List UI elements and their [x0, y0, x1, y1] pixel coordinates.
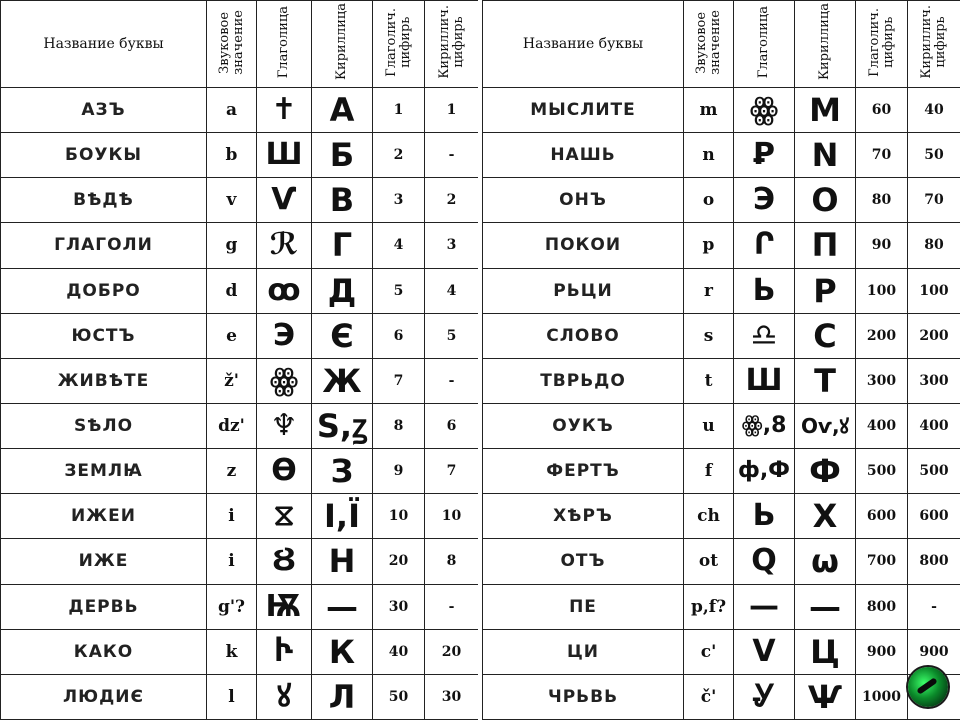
cyrillic-numeral: 8 [425, 539, 479, 584]
cyrillic-numeral: 50 [908, 133, 960, 178]
letter-name: ВѢДѢ [1, 178, 207, 223]
header-row [1, 1, 479, 88]
cyrillic-glyph: П [795, 223, 856, 268]
letter-name: ГЛАГОЛИ [1, 223, 207, 268]
letter-name: ОТЪ [483, 539, 684, 584]
glagolitic-glyph: ꙮ [257, 358, 312, 403]
glagolitic-glyph: ⧖ [257, 494, 312, 539]
letter-name: ЖИВѢТЕ [1, 358, 207, 403]
glagolitic-glyph: Ш [257, 133, 312, 178]
sound-value: c' [684, 629, 734, 674]
letter-name: ХѢРЪ [483, 494, 684, 539]
letter-name: СЛОВО [483, 313, 684, 358]
table-row [483, 449, 960, 494]
glagolitic-glyph: ♎ [734, 313, 795, 358]
glagolitic-glyph: Ȣ [257, 539, 312, 584]
sound-value: o [684, 178, 734, 223]
header-glagolitic-numeral: Глаголич. цифирь [373, 1, 425, 88]
glagolitic-glyph: Q [734, 539, 795, 584]
sound-value: i [207, 539, 257, 584]
cyrillic-glyph: Ѱ [795, 674, 856, 719]
sound-value: ot [684, 539, 734, 584]
header-cyrillic-numeral: Кириллич. цифирь [908, 1, 960, 88]
glagolitic-numeral: 80 [856, 178, 908, 223]
table-row [483, 539, 960, 584]
table-row [1, 449, 479, 494]
glagolitic-glyph: Ь [734, 494, 795, 539]
cyrillic-glyph: К [312, 629, 373, 674]
letter-name: НАШЬ [483, 133, 684, 178]
letter-name: ТВРЬДО [483, 358, 684, 403]
cyrillic-numeral: 4 [425, 268, 479, 313]
glagolitic-glyph: Ⴡ [257, 629, 312, 674]
glagolitic-glyph: — [734, 584, 795, 629]
table-row [483, 358, 960, 403]
table-row [483, 133, 960, 178]
table-row [1, 539, 479, 584]
cyrillic-glyph: З [312, 449, 373, 494]
alphabet-table-left [0, 0, 479, 720]
glagolitic-glyph: Ш [734, 358, 795, 403]
cyrillic-glyph: — [312, 584, 373, 629]
header-sound-value: Звуковое значение [207, 1, 257, 88]
table-row [483, 494, 960, 539]
sound-value: k [207, 629, 257, 674]
letter-name: ФЕРТЪ [483, 449, 684, 494]
glagolitic-numeral: 900 [856, 629, 908, 674]
cyrillic-numeral: - [425, 584, 479, 629]
sound-value: t [684, 358, 734, 403]
table-row [1, 629, 479, 674]
sound-value: e [207, 313, 257, 358]
table-row [1, 223, 479, 268]
alphabet-table-right [482, 0, 960, 720]
glagolitic-glyph: Э [257, 313, 312, 358]
cyrillic-numeral: 10 [425, 494, 479, 539]
glagolitic-numeral: 90 [856, 223, 908, 268]
glagolitic-numeral: 10 [373, 494, 425, 539]
cyrillic-glyph: Л [312, 674, 373, 719]
header-row [483, 1, 960, 88]
letter-name: ЛЮДИЄ [1, 674, 207, 719]
glagolitic-glyph: ф,Ф [734, 449, 795, 494]
glagolitic-glyph: Ր [734, 223, 795, 268]
table-row [1, 403, 479, 448]
cyrillic-numeral: 900 [908, 629, 960, 674]
letter-name: ЗЕМЛꙖ [1, 449, 207, 494]
cyrillic-numeral: 800 [908, 539, 960, 584]
glagolitic-glyph: Ѵ [257, 178, 312, 223]
sound-value: g [207, 223, 257, 268]
sound-value: ž' [207, 358, 257, 403]
cyrillic-numeral: 300 [908, 358, 960, 403]
glagolitic-numeral: 400 [856, 403, 908, 448]
glagolitic-numeral: 1 [373, 88, 425, 133]
cyrillic-glyph: Д [312, 268, 373, 313]
glagolitic-glyph: ꙮ,8 [734, 403, 795, 448]
cyrillic-numeral: 7 [425, 449, 479, 494]
glagolitic-glyph: Ꮍ [734, 674, 795, 719]
table-row [1, 494, 479, 539]
sound-value: l [207, 674, 257, 719]
glagolitic-numeral: 5 [373, 268, 425, 313]
glagolitic-numeral: 600 [856, 494, 908, 539]
cyrillic-numeral: 1 [425, 88, 479, 133]
letter-name: АЗЪ [1, 88, 207, 133]
table-row [483, 88, 960, 133]
cyrillic-glyph: Оѵ,ꙋ [795, 403, 856, 448]
glagolitic-numeral: 8 [373, 403, 425, 448]
cyrillic-glyph: N [795, 133, 856, 178]
glagolitic-glyph: ꝏ [257, 268, 312, 313]
header-glagolitic-numeral: Глаголич. цифирь [856, 1, 908, 88]
glagolitic-numeral: 30 [373, 584, 425, 629]
table-row [483, 674, 960, 719]
table-row [483, 268, 960, 313]
cyrillic-glyph: Б [312, 133, 373, 178]
letter-name: ДЕРВЬ [1, 584, 207, 629]
cyrillic-numeral: 600 [908, 494, 960, 539]
header-sound-value: Звуковое значение [684, 1, 734, 88]
table-row [483, 584, 960, 629]
glagolitic-numeral: 3 [373, 178, 425, 223]
glagolitic-numeral: 40 [373, 629, 425, 674]
cyrillic-glyph: А [312, 88, 373, 133]
table-row [483, 313, 960, 358]
table-row [1, 358, 479, 403]
cyrillic-glyph: Ѕ,ꙁ [312, 403, 373, 448]
sound-value: v [207, 178, 257, 223]
cyrillic-numeral: 500 [908, 449, 960, 494]
cyrillic-glyph: Р [795, 268, 856, 313]
table-row [1, 313, 479, 358]
cyrillic-numeral: 70 [908, 178, 960, 223]
cyrillic-numeral: 40 [908, 88, 960, 133]
cyrillic-numeral: 80 [908, 223, 960, 268]
glagolitic-glyph: Ѭ [257, 584, 312, 629]
cyrillic-glyph: Є [312, 313, 373, 358]
letter-name: ОУКЪ [483, 403, 684, 448]
glagolitic-numeral: 300 [856, 358, 908, 403]
cyrillic-glyph: В [312, 178, 373, 223]
letter-name: БОУКЫ [1, 133, 207, 178]
letter-name: РЬЦИ [483, 268, 684, 313]
glagolitic-numeral: 7 [373, 358, 425, 403]
glagolitic-numeral: 50 [373, 674, 425, 719]
cyrillic-glyph: — [795, 584, 856, 629]
sound-value: ch [684, 494, 734, 539]
glagolitic-glyph: ꙋ [257, 674, 312, 719]
glagolitic-glyph: Ь [734, 268, 795, 313]
sound-value: b [207, 133, 257, 178]
sound-value: r [684, 268, 734, 313]
glagolitic-glyph: ꙮ [734, 88, 795, 133]
cyrillic-numeral: 100 [908, 268, 960, 313]
cyrillic-glyph: М [795, 88, 856, 133]
cyrillic-glyph: Ж [312, 358, 373, 403]
glagolitic-glyph: Ѳ [257, 449, 312, 494]
glagolitic-numeral: 60 [856, 88, 908, 133]
letter-name: ЧРЬВЬ [483, 674, 684, 719]
cyrillic-glyph: І,Ї [312, 494, 373, 539]
cyrillic-glyph: Н [312, 539, 373, 584]
cyrillic-numeral: 5 [425, 313, 479, 358]
cyrillic-numeral: 400 [908, 403, 960, 448]
cyrillic-glyph: Ф [795, 449, 856, 494]
glagolitic-numeral: 500 [856, 449, 908, 494]
letter-name: ОНЪ [483, 178, 684, 223]
header-letter-name: Название буквы [1, 1, 207, 88]
header-cyrillic: Кириллица [795, 1, 856, 88]
cyrillic-numeral: - [908, 584, 960, 629]
sound-value: f [684, 449, 734, 494]
letter-name: ПОКОИ [483, 223, 684, 268]
letter-name: ИЖЕИ [1, 494, 207, 539]
sound-value: p,f? [684, 584, 734, 629]
letter-name: ДОБРО [1, 268, 207, 313]
glagolitic-glyph: ♆ [257, 403, 312, 448]
sound-value: č' [684, 674, 734, 719]
glagolitic-glyph: Ꝑ [734, 133, 795, 178]
cyrillic-numeral: 200 [908, 313, 960, 358]
letter-name: КАКО [1, 629, 207, 674]
glagolitic-numeral: 1000 [856, 674, 908, 719]
sound-value: n [684, 133, 734, 178]
table-row [1, 133, 479, 178]
glagolitic-numeral: 200 [856, 313, 908, 358]
cyrillic-glyph: С [795, 313, 856, 358]
header-cyrillic: Кириллица [312, 1, 373, 88]
glagolitic-numeral: 2 [373, 133, 425, 178]
header-letter-name: Название буквы [483, 1, 684, 88]
letter-name: ПЕ [483, 584, 684, 629]
glagolitic-numeral: 70 [856, 133, 908, 178]
table-row [1, 178, 479, 223]
header-glagolitic: Глаголица [257, 1, 312, 88]
cyrillic-glyph: О [795, 178, 856, 223]
glagolitic-numeral: 4 [373, 223, 425, 268]
table-row [483, 629, 960, 674]
sound-value: g'? [207, 584, 257, 629]
cyrillic-numeral: - [425, 133, 479, 178]
letter-name: ЦИ [483, 629, 684, 674]
sound-value: d [207, 268, 257, 313]
letter-name: ЅѢЛО [1, 403, 207, 448]
table-row [483, 223, 960, 268]
cyrillic-glyph: Г [312, 223, 373, 268]
header-glagolitic: Глаголица [734, 1, 795, 88]
glagolitic-numeral: 20 [373, 539, 425, 584]
glagolitic-glyph: ✝ [257, 88, 312, 133]
letter-name: ИЖЕ [1, 539, 207, 584]
table-row [1, 584, 479, 629]
cyrillic-numeral: 2 [425, 178, 479, 223]
sound-value: u [684, 403, 734, 448]
table-row [1, 674, 479, 719]
cyrillic-glyph: Х [795, 494, 856, 539]
sound-value: p [684, 223, 734, 268]
sound-value: a [207, 88, 257, 133]
cyrillic-numeral: 30 [425, 674, 479, 719]
letter-name: ЮСТЪ [1, 313, 207, 358]
table-row [483, 178, 960, 223]
table-row [1, 88, 479, 133]
cyrillic-glyph: ω [795, 539, 856, 584]
sound-value: dz' [207, 403, 257, 448]
table-row [1, 268, 479, 313]
cyrillic-numeral: 3 [425, 223, 479, 268]
table-row [483, 403, 960, 448]
sound-value: z [207, 449, 257, 494]
glagolitic-glyph: V [734, 629, 795, 674]
glagolitic-numeral: 6 [373, 313, 425, 358]
sound-value: m [684, 88, 734, 133]
sound-value: s [684, 313, 734, 358]
cyrillic-numeral: 20 [425, 629, 479, 674]
glagolitic-glyph: Э [734, 178, 795, 223]
cyrillic-numeral: 6 [425, 403, 479, 448]
header-cyrillic-numeral: Кириллич. цифирь [425, 1, 479, 88]
glagolitic-numeral: 100 [856, 268, 908, 313]
cyrillic-glyph: Т [795, 358, 856, 403]
glagolitic-numeral: 800 [856, 584, 908, 629]
glagolitic-numeral: 700 [856, 539, 908, 584]
cyrillic-numeral: - [425, 358, 479, 403]
glagolitic-numeral: 9 [373, 449, 425, 494]
sound-value: i [207, 494, 257, 539]
letter-name: МЫСЛИТЕ [483, 88, 684, 133]
glagolitic-glyph: ℛ [257, 223, 312, 268]
cyrillic-glyph: Ц [795, 629, 856, 674]
